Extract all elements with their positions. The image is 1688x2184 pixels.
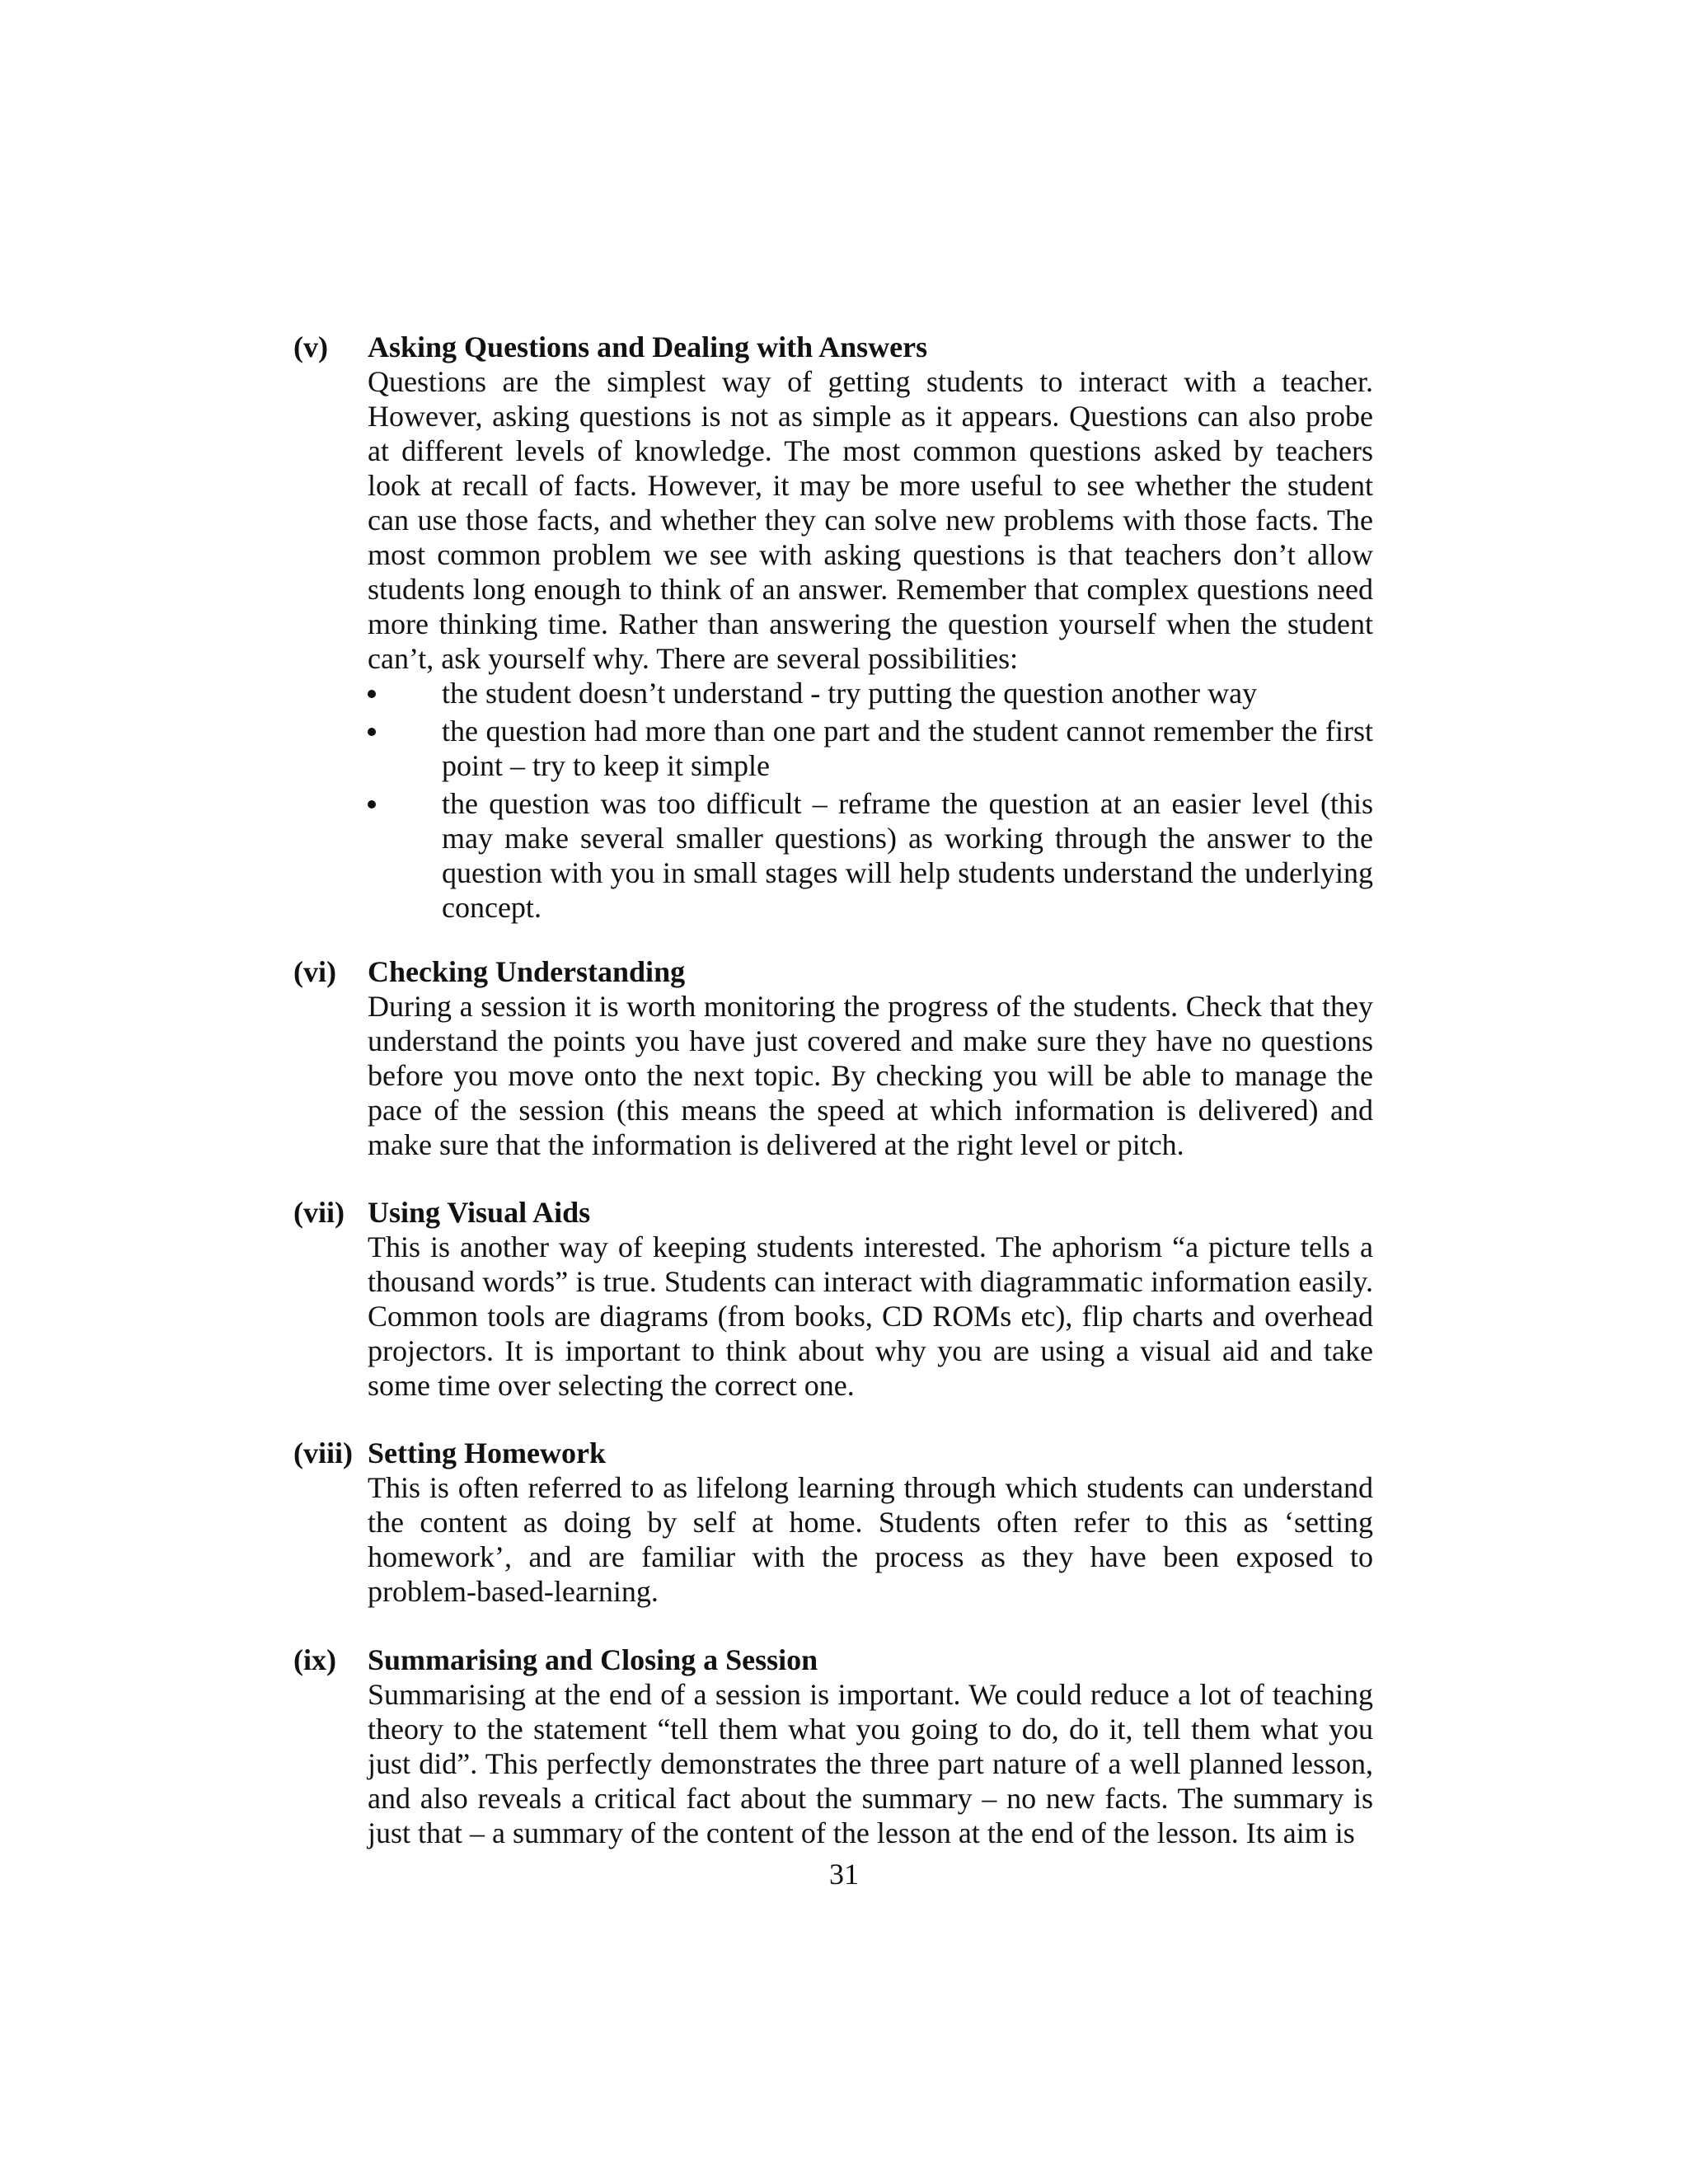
section-paragraph: This is another way of keeping students interested. The aphorism “a picture tells a thousand words” is true. Students can interact with diagrammatic information easily. Common tools are diagrams (from books, CD ROMs etc), flip charts and overhead projectors. It is important to think about why you are using a visual aid and take some time over selecting the correct one. xyxy=(368,1230,1373,1402)
section-number: (vi) xyxy=(293,955,336,988)
section-body xyxy=(368,1195,1373,1403)
list-item xyxy=(368,676,1373,710)
section-paragraph: Questions are the simplest way of getting students to interact with a teacher. However, asking questions is not as simple as it appears. Questions can also probe at different levels of knowledge. The most common questions asked by teachers look at recall of facts. However, it may be more useful to see whether the student can use those facts, and whether they can solve new problems with those facts. The most common problem we see with asking questions is that teachers don’t allow students long enough to think of an answer. Remember that complex questions need more thinking time. Rather than answering the question yourself when the student can’t, ask yourself why. There are several possibilities: xyxy=(368,365,1373,675)
section-title: Asking Questions and Dealing with Answers xyxy=(368,330,928,363)
section-title: Using Visual Aids xyxy=(368,1196,591,1229)
list-item-text: the question had more than one part and the student cannot remember the first point – try to keep it simple xyxy=(442,715,1373,782)
section-title: Setting Homework xyxy=(368,1436,606,1469)
section-number: (ix) xyxy=(293,1643,336,1676)
bullet-icon xyxy=(368,800,376,808)
section-number: (viii) xyxy=(293,1436,353,1469)
bullet-icon xyxy=(368,690,376,698)
section-paragraph: During a session it is worth monitoring the progress of the students. Check that they understand the points you have just covered and make sure they have no questions before you move onto the next topic. By checking you will be able to manage the pace of the session (this means the speed at which information is delivered) and make sure that the information is delivered at the right level or pitch. xyxy=(368,990,1373,1161)
page-number: 31 xyxy=(829,1858,859,1891)
list-item-text: the question was too difficult – reframe the question at an easier level (this may make several smaller questions) as working through the answer to the question with you in small stages will help students understand the underlying concept. xyxy=(442,787,1373,924)
bullet-icon xyxy=(368,728,376,736)
section-title: Summarising and Closing a Session xyxy=(368,1643,818,1676)
section-body xyxy=(368,1643,1373,1850)
list-item xyxy=(368,714,1373,783)
section-paragraph: Summarising at the end of a session is important. We could reduce a lot of teaching theory to the statement “tell them what you going to do, do it, tell them what you just did”. This perfectly demonstrates the three part nature of a well planned lesson, and also reveals a critical fact about the summary – no new facts. The summary is just that – a summary of the content of the lesson at the end of the lesson. Its aim is xyxy=(368,1678,1373,1849)
bullet-list xyxy=(368,676,1373,925)
section-number: (vii) xyxy=(293,1196,345,1229)
section-body xyxy=(368,954,1373,1162)
section-body xyxy=(368,1436,1373,1609)
section-title: Checking Understanding xyxy=(368,955,686,988)
list-item xyxy=(368,786,1373,925)
section-body xyxy=(368,330,1373,928)
section-number: (v) xyxy=(293,330,328,363)
section-paragraph: This is often referred to as lifelong learning through which students can understand the content as doing by self at home. Students often refer to this as ‘setting homework’, and are familiar with the process as they have been exposed to problem-based-learning. xyxy=(368,1471,1373,1608)
list-item-text: the student doesn’t understand - try putting the question another way xyxy=(442,677,1258,710)
